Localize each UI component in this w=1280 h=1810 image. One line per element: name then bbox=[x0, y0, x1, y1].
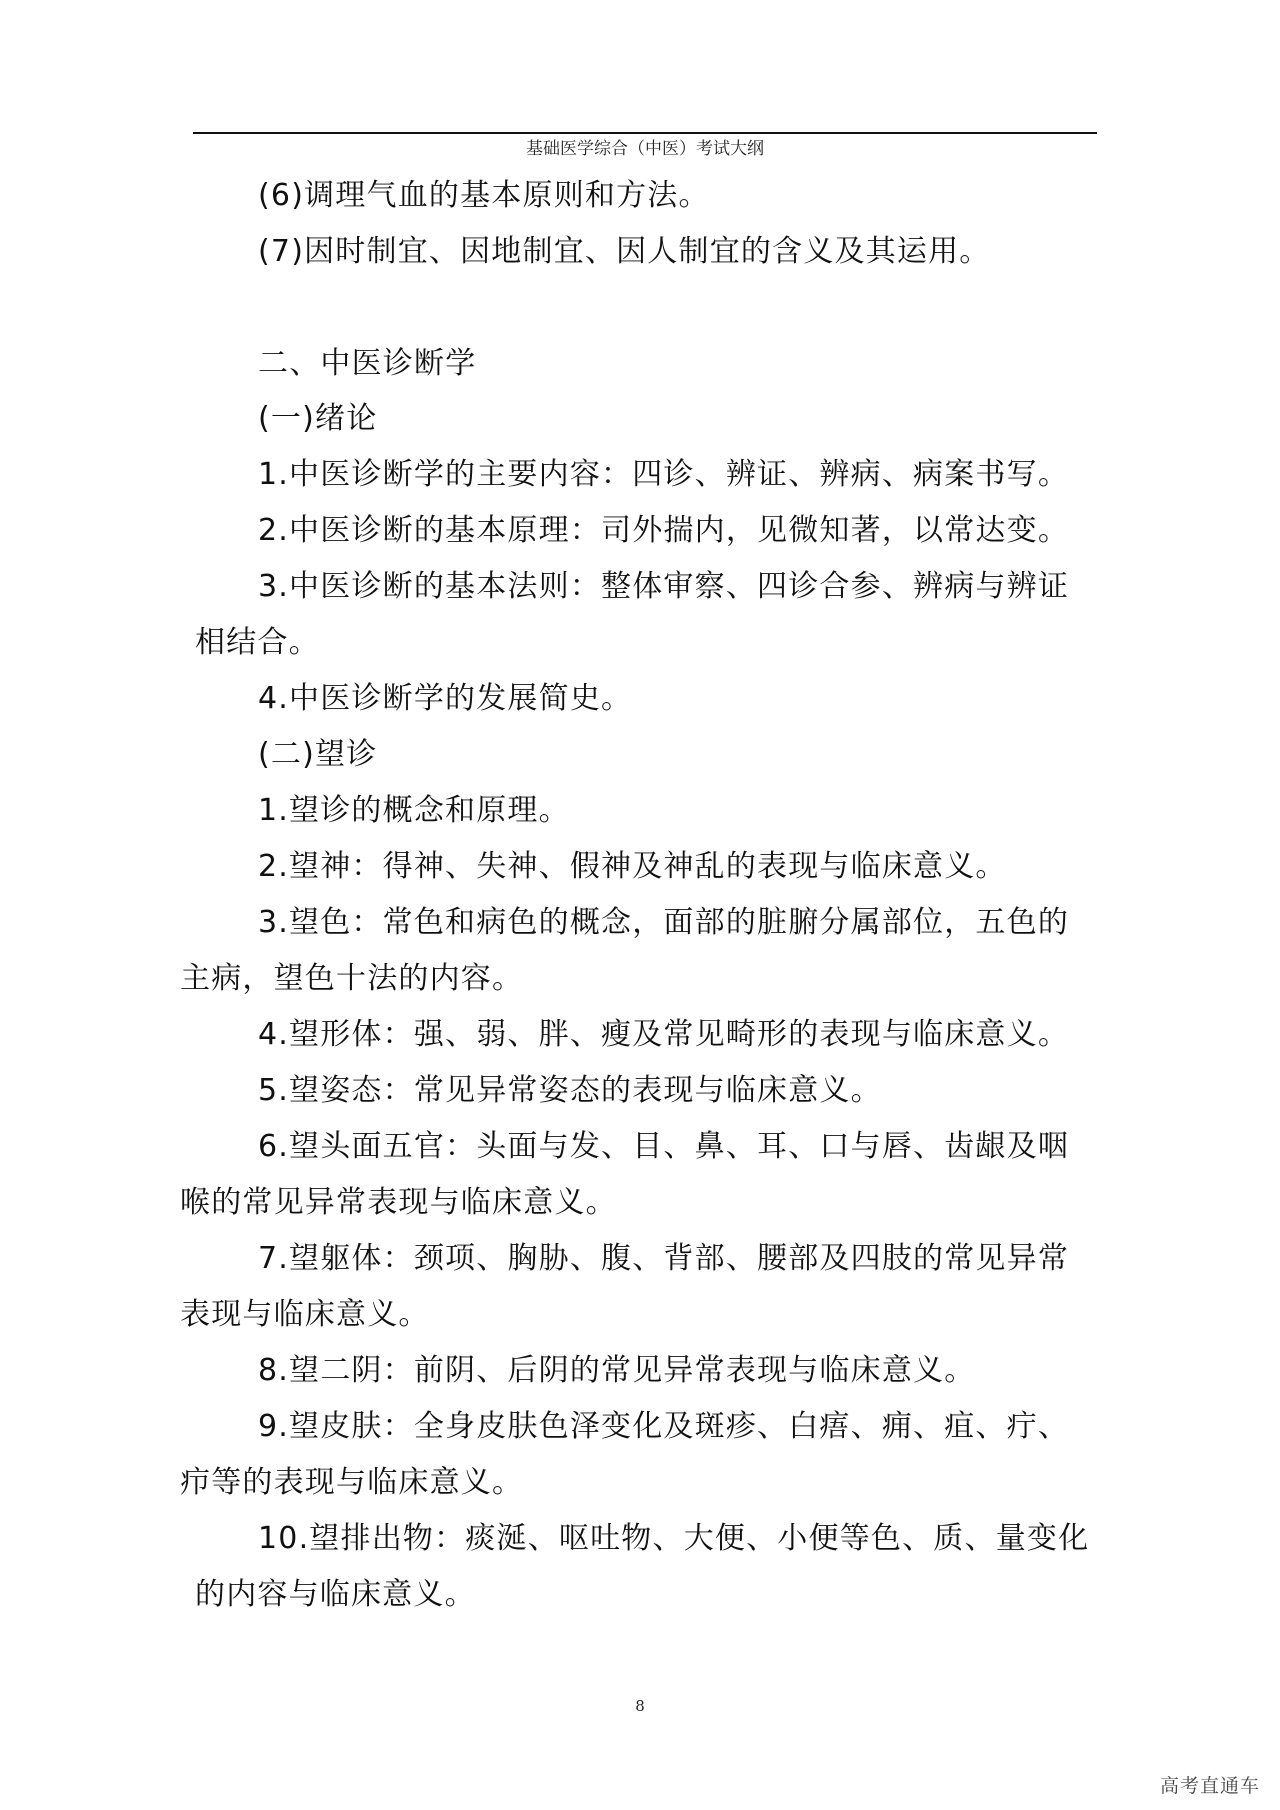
list-item: 2.望神：得神、失神、假神及神乱的表现与临床意义。 bbox=[258, 849, 1007, 884]
subsection-heading-2: (二)望诊 bbox=[258, 737, 378, 772]
list-item-continuation: 疖等的表现与临床意义。 bbox=[180, 1465, 524, 1500]
list-item: 3.中医诊断的基本法则：整体审察、四诊合参、辨病与辨证 bbox=[258, 569, 1070, 604]
section-heading: 二、中医诊断学 bbox=[258, 346, 477, 381]
list-item: 4.中医诊断学的发展简史。 bbox=[258, 681, 633, 716]
watermark: 高考直通车 bbox=[1159, 1775, 1260, 1797]
list-item: 1.中医诊断学的主要内容：四诊、辨证、辨病、病案书写。 bbox=[258, 457, 1070, 492]
list-item-continuation: 主病，望色十法的内容。 bbox=[180, 961, 524, 996]
list-item: 2.中医诊断的基本原理：司外揣内，见微知著，以常达变。 bbox=[258, 513, 1070, 548]
list-item: 5.望姿态：常见异常姿态的表现与临床意义。 bbox=[258, 1073, 882, 1108]
header-title: 基础医学综合（中医）考试大纲 bbox=[526, 139, 764, 159]
subsection-heading-1: (一)绪论 bbox=[258, 401, 378, 436]
list-item-continuation: 喉的常见异常表现与临床意义。 bbox=[180, 1185, 617, 1220]
list-item: 7.望躯体：颈项、胸胁、腹、背部、腰部及四肢的常见异常 bbox=[258, 1241, 1070, 1276]
list-item-continuation: 表现与临床意义。 bbox=[180, 1297, 430, 1332]
list-item: 8.望二阴：前阴、后阴的常见异常表现与临床意义。 bbox=[258, 1353, 976, 1388]
header-rule bbox=[193, 132, 1097, 134]
list-item: 3.望色：常色和病色的概念，面部的脏腑分属部位，五色的 bbox=[258, 905, 1070, 940]
list-item: 10.望排出物：痰涎、呕吐物、大便、小便等色、质、量变化 bbox=[258, 1521, 1090, 1556]
line-7: (7)因时制宜、因地制宜、因人制宜的含义及其运用。 bbox=[258, 234, 991, 269]
list-item: 6.望头面五官：头面与发、目、鼻、耳、口与唇、齿龈及咽 bbox=[258, 1129, 1070, 1164]
page-number: 8 bbox=[635, 1697, 645, 1715]
list-item: 1.望诊的概念和原理。 bbox=[258, 793, 570, 828]
list-item: 9.望皮肤：全身皮肤色泽变化及斑疹、白痦、痈、疽、疔、 bbox=[258, 1409, 1070, 1444]
list-item: 4.望形体：强、弱、胖、瘦及常见畸形的表现与临床意义。 bbox=[258, 1017, 1070, 1052]
list-item-continuation: 相结合。 bbox=[195, 625, 320, 660]
line-6: (6)调理气血的基本原则和方法。 bbox=[258, 178, 710, 213]
list-item-continuation: 的内容与临床意义。 bbox=[195, 1577, 476, 1612]
